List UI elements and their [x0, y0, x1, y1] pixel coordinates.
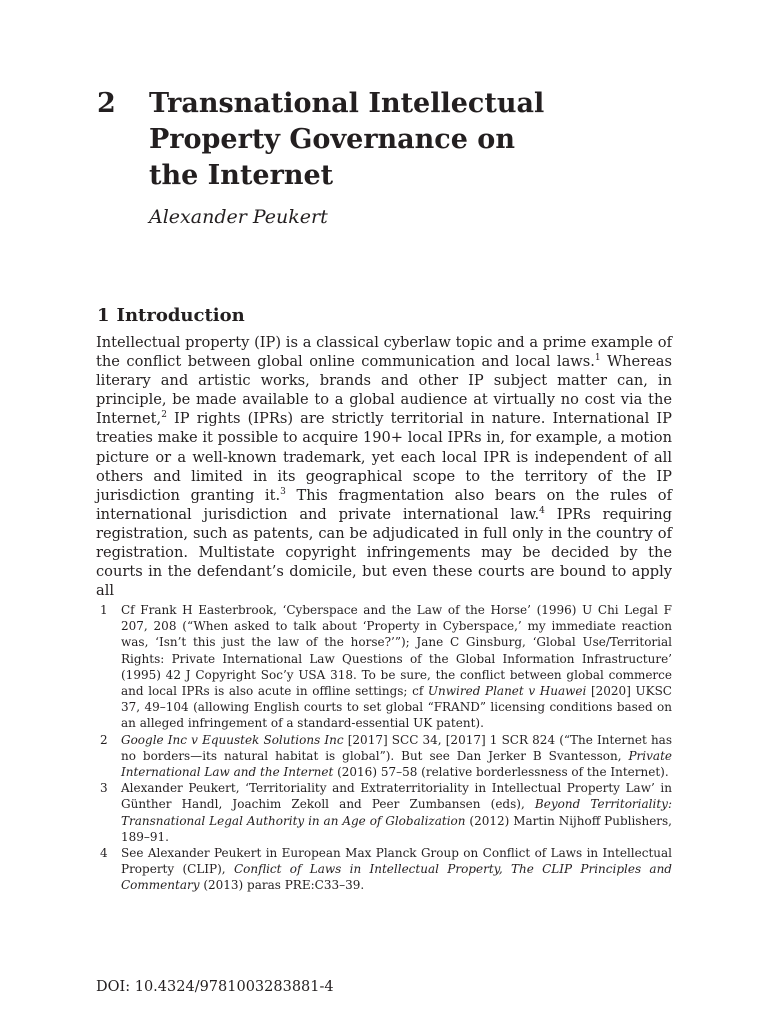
case-name: Google Inc v Equustek Solutions Inc: [121, 732, 344, 747]
body-text-segment: Whereas literary and artistic works, brands and other IP subject matter can, in principle, be made available to a global audience at virtually no cost via the Internet,: [96, 353, 672, 428]
body-text-segment: Intellectual property (IP) is a classical cyberlaw topic and a prime example of the conflict between global online communication and local laws.: [96, 334, 672, 371]
body-paragraph: [96, 333, 672, 600]
section-number: 1: [97, 305, 110, 326]
body-text-segment: IP rights (IPRs) are strictly territorial in nature. International IP treaties make it possible to acquire 190+ local IPRs in, for example, a motion picture or a well-known trademark, yet each local IPR is independent of all others and limited in its geographical scope to the territory of the IP jurisdiction granting it.: [96, 410, 672, 504]
case-name: Unwired Planet v Huawei: [427, 684, 587, 699]
footnote-number: 1: [100, 603, 108, 617]
footnote: [96, 780, 672, 845]
section-title: Introduction: [116, 305, 245, 326]
footnote-number: 2: [100, 732, 108, 747]
footnote-number: 4: [100, 846, 108, 861]
footnote-text: [121, 602, 672, 732]
footnote-text-segment: See Alexander Peukert in European Max Planck Group on Conflict of Laws in Intellectual Property (CLIP),: [121, 846, 672, 877]
footnote-text-segment: [2017] SCC 34, [2017] 1 SCR 824 (“The Internet has no borders—its natural habitat is global”). But see Dan Jerker B Svantesson,: [121, 732, 672, 763]
footnote-text-segment: Alexander Peukert, ‘Territoriality and Extraterritoriality in Intellectual Property Law’ in Günther Handl, Joachim Zekoll and Peer Zumbansen (eds),: [121, 781, 672, 812]
footnote-text: [121, 845, 672, 894]
chapter-number: 2: [97, 88, 116, 119]
footnote-reference[interactable]: 4: [539, 505, 545, 516]
footnote-number: 3: [100, 781, 108, 796]
section-heading: [97, 303, 245, 329]
body-text-segment: IPRs requiring registration, such as patents, can be adjudicated in full only in the country of registration. Multistate copyright infringements may be decided by the courts in the defendant’s domicile, but even these courts are bound to apply all: [96, 505, 672, 600]
footnote-text-segment: (2013) paras PRE:C33–39.: [199, 878, 365, 893]
book-title: Conflict of Laws in Intellectual Property, The CLIP Principles and Commentary: [121, 862, 672, 893]
footnote-reference[interactable]: 1: [594, 353, 601, 364]
footnote-text: [121, 780, 672, 845]
footnote-reference[interactable]: 3: [280, 486, 286, 497]
doi-footer: DOI: 10.4324/9781003283881-4: [96, 979, 334, 995]
footnotes: [96, 602, 672, 894]
footnote: [96, 602, 672, 732]
book-title: Beyond Territoriality: Transnational Legal Authority in an Age of Globalization: [121, 797, 672, 828]
footnote-text-segment: (2016) 57–58 (relative borderlessness of the Internet).: [333, 765, 669, 780]
body-text-segment: This fragmentation also bears on the rules of international jurisdiction and private international law.: [96, 486, 672, 523]
footnote-text: [121, 732, 672, 781]
chapter-author: Alexander Peukert: [149, 206, 328, 228]
footnote: [96, 732, 672, 781]
footnote-text-segment: Cf Frank H Easterbrook, ‘Cyberspace and the Law of the Horse’ (1996) U Chi Legal F 207, 208 (“When asked to talk about ‘Property in Cyberspace,’ my immediate reaction was, ‘Isn’t this just the law of the horse?’”); Jane C Ginsburg, ‘Global Use/Territorial Rights: Private International Law Questions of the Global Information Infrastructure’ (1995) 42 J Copyright Soc’y USA 318. To be sure, the conflict between global commerce and local IPRs is also acute in offline settings; cf: [121, 603, 672, 699]
body-text: [96, 333, 672, 600]
footnote-text-segment: (2012) Martin Nijhoff Publishers, 189–91.: [121, 813, 673, 844]
footnote: [96, 845, 672, 894]
chapter-title: Transnational Intellectual Property Governance on the Internet: [149, 88, 545, 191]
footnote-reference[interactable]: 2: [161, 410, 167, 421]
book-title: Private International Law and the Internet: [121, 748, 672, 780]
footnote-text-segment: [2020] UKSC 37, 49–104 (allowing English courts to set global “FRAND” licensing conditions based on an alleged infringement of a standard-essential UK patent).: [121, 684, 672, 731]
